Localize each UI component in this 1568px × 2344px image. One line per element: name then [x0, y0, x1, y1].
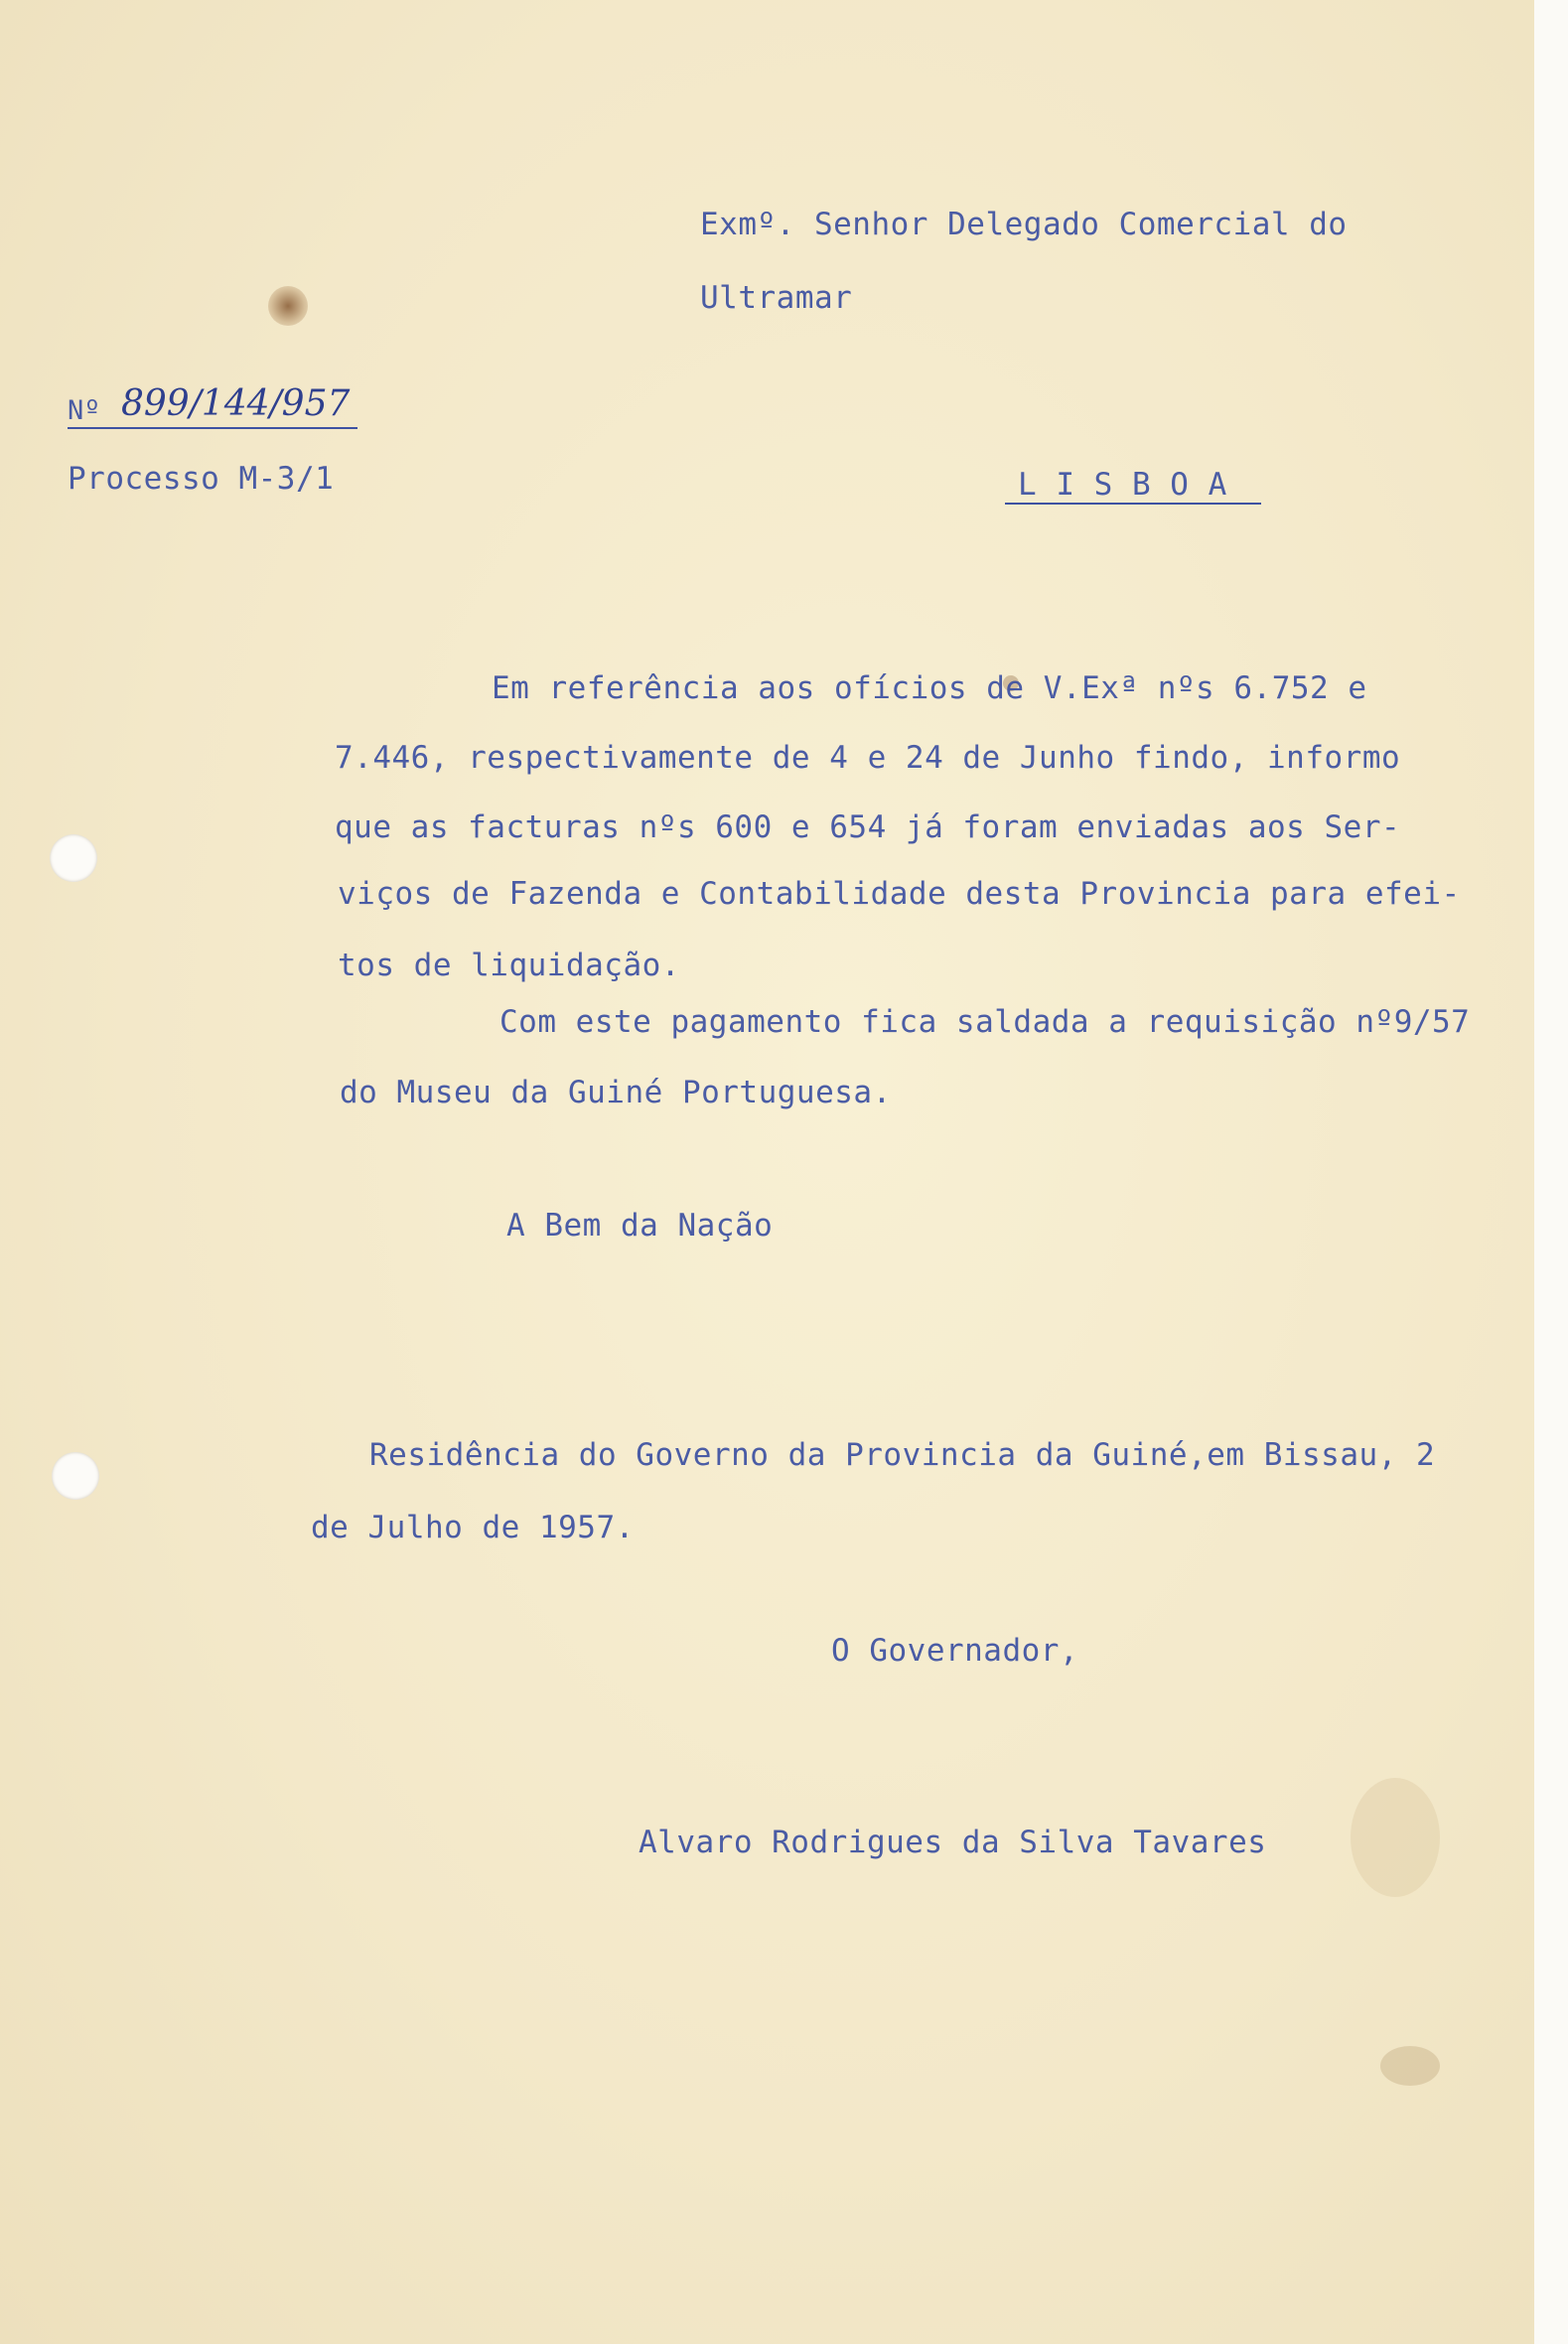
body-line-2: 7.446, respectivamente de 4 e 24 de Junho findo, informo [335, 740, 1401, 776]
closing-salutation: A Bem da Nação [506, 1208, 774, 1244]
signatory-title: O Governador, [831, 1633, 1079, 1669]
stain-spot [268, 286, 308, 326]
punch-hole [50, 834, 97, 882]
body-line-3: que as facturas nºs 600 e 654 já foram enviadas aos Ser- [335, 809, 1401, 845]
recipient-line-1: Exmº. Senhor Delegado Comercial do [700, 207, 1348, 242]
city-underline [1005, 503, 1261, 505]
recipient-city: L I S B O A [1018, 467, 1227, 503]
place-date-line-1: Residência do Governo da Provincia da Guiné,em Bissau, 2 [369, 1437, 1436, 1473]
body-line-4: viços de Fazenda e Contabilidade desta Provincia para efei- [338, 876, 1461, 912]
body-line-7: do Museu da Guiné Portuguesa. [340, 1075, 892, 1110]
punch-hole [52, 1452, 99, 1500]
reference-underline [68, 427, 357, 429]
process-number: Processo M-3/1 [68, 461, 335, 497]
body-line-5: tos de liquidação. [338, 948, 680, 983]
handwritten-reference-number: 899/144/957 [121, 383, 351, 424]
scan-margin [1534, 0, 1568, 2344]
signatory-name: Alvaro Rodrigues da Silva Tavares [639, 1825, 1267, 1860]
stain-spot [1380, 2046, 1440, 2086]
reference-number-prefix: Nº [68, 395, 101, 426]
body-line-1: Em referência aos ofícios de V.Exª nºs 6.752 e [492, 670, 1367, 706]
stain-spot [1351, 1778, 1440, 1897]
place-date-line-2: de Julho de 1957. [311, 1510, 635, 1545]
recipient-line-2: Ultramar [700, 280, 853, 316]
body-line-6: Com este pagamento fica saldada a requisição nº9/57 [499, 1004, 1471, 1040]
